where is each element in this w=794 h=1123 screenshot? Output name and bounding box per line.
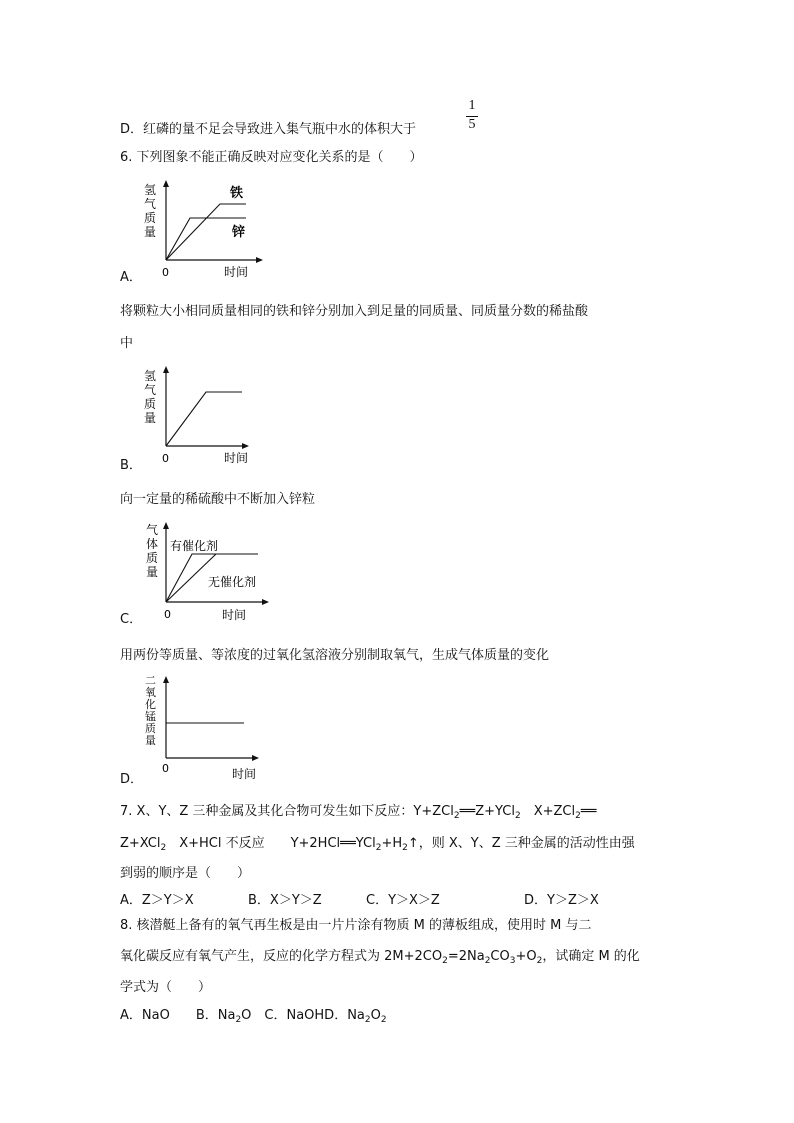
graph-a-y-char: 氢 [144, 183, 157, 197]
q6-stem: 6. 下列图象不能正确反映对应变化关系的是（ ） [120, 150, 423, 165]
q7-line-3: 到弱的顺序是（ ） [120, 866, 251, 881]
x-axis-label: 时间 [224, 451, 249, 465]
option-a-caption-cont: 中 [120, 336, 134, 351]
graph-c-y-char: 量 [146, 565, 159, 579]
graph-b-y-char: 质 [144, 397, 157, 411]
option-d-label: D． [120, 772, 144, 787]
origin-label: 0 [162, 762, 169, 775]
graph-d-y-char: 量 [145, 734, 156, 747]
graph-c-y-char: 体 [146, 537, 159, 551]
option-a-label: A． [120, 270, 142, 285]
graph-b-y-char: 量 [144, 411, 157, 425]
graph-d-y-char: 氧 [145, 686, 156, 699]
q7-option-a: A．Z＞Y＞X [120, 893, 194, 908]
fraction-denominator: 5 [468, 117, 476, 132]
q7-option-b: B．X＞Y＞Z [248, 893, 322, 908]
option-a-caption: 将颗粒大小相同质量相同的铁和锌分别加入到足量的同质量、同质量分数的稀盐酸 [120, 304, 589, 319]
graph-d-y-char: 锰 [145, 710, 156, 723]
x-axis-label: 时间 [222, 608, 247, 622]
series-zinc-label: 锌 [232, 225, 246, 240]
q7-option-c: C．Y＞X＞Z [366, 893, 440, 908]
graph-d-y-char: 二 [145, 674, 156, 687]
graph-a-y-char: 气 [144, 197, 157, 211]
q7-line-2: Z+XCl$_2$ X+HCl 不反应 $Y+2HCl══YCl_2+H_2↑$，则 X、Y、Z 三种金属的活动性由强 [120, 836, 635, 853]
series-iron-label: 铁 [230, 186, 244, 201]
q7-option-d: D．Y＞Z＞X [524, 893, 599, 908]
origin-label: 0 [162, 266, 169, 279]
option-b-caption: 向一定量的稀硫酸中不断加入锌粒 [120, 492, 316, 507]
x-axis-label: 时间 [232, 767, 257, 781]
series-no-catalyst-label: 无催化剂 [208, 575, 257, 589]
series-catalyst-label: 有催化剂 [170, 539, 219, 553]
q7-line-1: 7. X、Y、Z 三种金属及其化合物可发生如下反应：Y+ZCl$_2$══Z+YCl$_2$ X+ZCl$_2$══ [120, 804, 597, 821]
graph-b [140, 364, 270, 468]
graph-b-y-char: 气 [144, 383, 157, 397]
q8-options: A．NaO B．$Na_2O$ C．NaOHD．$Na_2O_2$ [120, 1008, 387, 1025]
graph-d-y-char: 质 [145, 722, 156, 735]
graph-a-y-char: 量 [144, 225, 157, 239]
origin-label: 0 [164, 608, 171, 621]
graph-c-y-char: 气 [146, 523, 159, 537]
origin-label: 0 [162, 452, 169, 465]
q8-line-3: 学式为（ ） [120, 980, 212, 995]
graph-b-y-char: 氢 [144, 369, 157, 383]
graph-c [140, 520, 280, 624]
q5-option-d: D．红磷的量不足会导致进入集气瓶中水的体积大于 [120, 122, 417, 137]
option-c-caption: 用两份等质量、等浓度的过氧化氢溶液分别制取氧气，生成气体质量的变化 [120, 648, 550, 663]
option-c-label: C． [120, 612, 143, 627]
option-b-label: B． [120, 458, 142, 473]
graph-c-y-char: 质 [146, 551, 159, 565]
graph-a [140, 178, 270, 282]
q8-line-1: 8. 核潜艇上备有的氧气再生板是由一片片涂有物质 M 的薄板组成，使用时 M 与二 [120, 918, 592, 933]
q8-line-2: 氧化碳反应有氧气产生，反应的化学方程式为 $2M+2CO_2=2Na_2CO_3+O_2$，试确定 M 的化 [120, 949, 640, 966]
graph-d-y-char: 化 [145, 698, 156, 711]
x-axis-label: 时间 [224, 265, 249, 279]
fraction-numerator: 1 [468, 98, 476, 113]
graph-d [140, 674, 270, 784]
graph-a-y-char: 质 [144, 211, 157, 225]
